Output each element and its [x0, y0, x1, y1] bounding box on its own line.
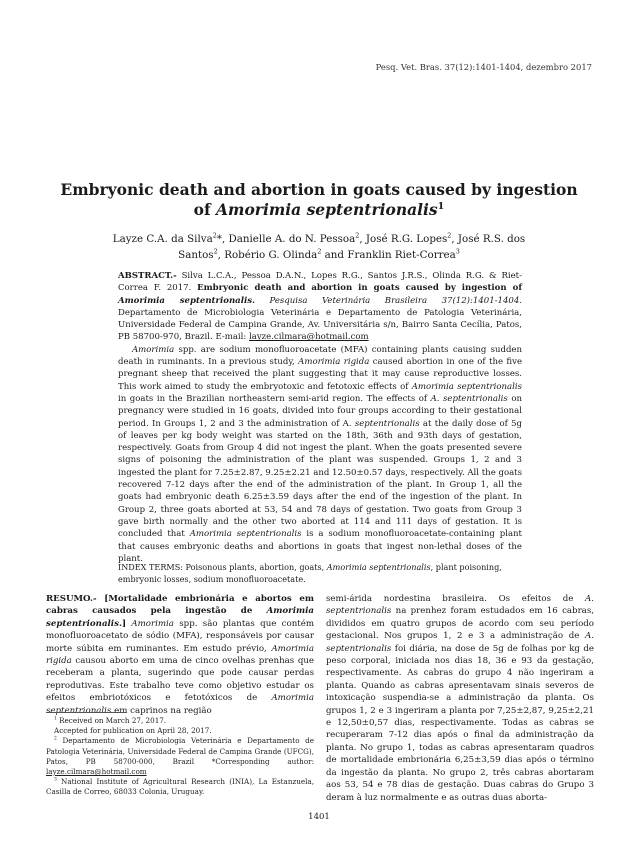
abstract-text: in goats in the Brazilian northeastern semi-arid region. The effects of [118, 393, 431, 404]
resumo-text: causou aborto em uma de cinco ovelhas prenhas que receberam a planta, sugerindo que pode causar perdas reprodutivas. Este trabalho teve como objetivo estudar os efeitos embriotóxicos e fetotóxicos de [46, 656, 314, 704]
resumo-label: RESUMO.- [46, 594, 97, 604]
resumo-title: [Mortalidade embrionária e abortos em cabras causados pela ingestão de [46, 594, 314, 617]
resumo-text: spp. são plantas que contém monofluoroacetato de sódio (MFA), responsáveis por causar morte súbita em ruminantes. Em estudo prévio, [46, 618, 314, 654]
species-name: Amorimia rigida [46, 643, 314, 667]
author-4: José R.S. dos Santos [178, 233, 526, 261]
title-line-1: Embryonic death and abortion in goats caused by ingestion [60, 180, 578, 199]
resumo-paragraph [46, 593, 314, 717]
abstract [118, 270, 522, 565]
author-2-affil: 2 [355, 231, 360, 240]
body-text: foi diária, na dose de 5g de folhas por kg de peso corporal, iniciada nos dias 18, 36 e 93 da gestação, respectivamente. As cabras do grupo 4 não ingeriram a planta. Quando as cabras apresentavam sinais severos de intoxicação suspendia-se a administração da planta. Os grupos 1, 2 e 3 ingeriram a planta por 7,25±2,87, 9,25±2,21 e 12,50±0,57 dias, respectivamente. Todas as cabras se recuperaram 7-12 dias após o final da administração da planta. No grupo 1, todas as cabras apresentaram quadros de mortalidade embrionária 6,25±3,59 dias após o término da ingestão da planta. No grupo 2, três cabras abortaram aos 53, 54 e 78 dias de gestação. Duas cabras do Grupo 3 deram à luz normalmente e as outras duas aborta- [326, 643, 594, 803]
abstract-text: on pregnancy were studied in 16 goats, divided into four groups according to their gestational period. In Groups 1, 2 and 3 the administration of A. [118, 393, 522, 429]
citation-authors: Silva L.C.A., Pessoa D.A.N., Lopes R.G., Santos J.R.S., Olinda R.G. & Riet-Correa F. 2017. [118, 271, 522, 294]
species-name: Amorimia septentrionalis [189, 529, 302, 540]
species-name: A. septentrionalis [430, 393, 508, 404]
author-3-affil: 2 [447, 231, 452, 240]
author-5: Robério G. Olinda [224, 248, 318, 261]
footnote-2-text: Departamento de Microbiologia Veterinária e Departamento de Patologia Veterinária, Universidade Federal de Campina Grande (UFCG), Patos, PB 58700-000, Brazil *Corresponding author: [46, 736, 314, 766]
footnote-email-link[interactable]: layze.cilmara@hotmail.com [46, 767, 147, 777]
resumo-text: em caprinos na região [111, 705, 212, 716]
author-1-mark: * [216, 233, 222, 245]
title-footnote-mark: 1 [437, 200, 445, 212]
species-name: Amorimia [131, 618, 174, 629]
citation-affiliation: Departamento de Microbiologia Veterinária e Departamento de Patologia Veterinária, Universidade Federal de Campina Grande, Av. Universitária s/n, Bairro Santa Cecília, Patos, PB 58700-970, Brazil. E-mail: [118, 307, 522, 343]
body-text: semi-árida nordestina brasileira. Os efeitos de [326, 594, 586, 604]
abstract-citation [118, 270, 522, 344]
author-2: Danielle A. do N. Pessoa [228, 233, 356, 245]
author-1: Layze C.A. da Silva [112, 233, 213, 245]
index-terms-label: INDEX TERMS: [118, 562, 186, 572]
right-column-paragraph [326, 593, 594, 804]
footnote-2 [46, 736, 314, 777]
resumo-column [46, 593, 314, 717]
abstract-body [118, 344, 522, 565]
title-species: Amorimia septentrionalis [216, 200, 438, 219]
species-name: Amorimia rigida [298, 357, 370, 368]
abstract-text: at the daily dose of 5g of leaves per kg body weight was started on the 18th, 36th and 93th days of gestation, respectively. Goats from Group 4 did not ingest the plant. When the goats presented severe signs of poisoning the administration of the plant was suspended. Groups 1, 2 and 3 ingested the plant for 7.25±2.87, 9.25±2.21 and 12.50±0.57 days, respectively. All the goats recovered 7-12 days after the end of the administration of the plant. In Group 1, all the goats had embryonic death 6.25±3.59 days after the end of the ingestion of the plant. In Group 2, three goats aborted at 53, 54 and 78 days of gestation. Two goats from Group 3 gave birth normally and the other two aborted at 114 and 111 days of gestation. It is concluded that [118, 418, 522, 540]
author-5-affil: 2 [317, 247, 322, 256]
abstract-label: ABSTRACT.- [118, 271, 177, 281]
footnote-3-mark: 3 [54, 777, 57, 783]
footnote-2-mark: 2 [54, 737, 57, 743]
index-terms-text: , plant poisoning, embryonic losses, sodium monofluoroacetate. [118, 562, 502, 584]
index-terms [118, 562, 522, 585]
resumo-title-end: ] [121, 618, 127, 629]
abstract-text: caused abortion in one of the five pregnant sheep that received the plant suggesting that it may cause reproductive losses. This work aimed to study the embryotoxic and fetotoxic effects of [118, 357, 523, 392]
index-terms-text: Poisonous plants, abortion, goats, [185, 562, 327, 572]
author-list: Layze C.A. da Silva$^2$*, Danielle A. do N. Pessoa$^2$, José R.G. Lopes$^2$, José R.S. dos Santos$^2$, Robério G. Olinda$^2$ and Franklin Riet-Correa$^3$ [112, 231, 526, 261]
title-prefix: of [193, 200, 217, 219]
resumo-title-species: Amorimia septentrionalis. [46, 606, 314, 629]
species-name: septentrionalis [354, 418, 420, 429]
abstract-text: spp. are sodium monofluoroacetate (MFA) containing plants causing sudden death in ruminants. In a previous study, [118, 344, 522, 368]
footnote-1-mark: 1 [54, 716, 57, 722]
author-6: Franklin Riet-Correa [347, 248, 456, 261]
footnote-1-accepted: Accepted for publication on April 28, 2017. [54, 726, 212, 736]
page-number: 1401 [308, 812, 330, 822]
species-name: Amorimia septentrionalis [46, 693, 314, 716]
footnote-3-text: National Institute of Agricultural Research (INIA), La Estanzuela, Casilla de Correo, 68033 Colonia, Uruguay. [46, 777, 314, 797]
author-4-affil: 2 [213, 247, 218, 256]
citation-title-species: Amorimia septentrionalis. [118, 295, 255, 306]
body-text: na prenhez foram estudados em 16 cabras, divididos em quatro grupos de acordo com seu período gestacional. Nos grupos 1, 2 e 3 a administração de [326, 606, 594, 642]
running-head: Pesq. Vet. Bras. 37(12):1401-1404, dezembro 2017 [375, 62, 592, 72]
footnote-1 [46, 716, 314, 726]
author-6-affil: 3 [455, 247, 460, 256]
index-terms-species: Amorimia septentrionalis [326, 562, 431, 572]
species-name: Amorimia [132, 344, 175, 355]
abstract-text: is a sodium monofluoroacetate-containing plant that causes embryonic deaths and abortions in goats that ingest non-lethal doses of the plant. [118, 529, 522, 564]
species-name: A. septentrionalis [326, 594, 594, 617]
footnote-divider [46, 712, 126, 713]
article-title [60, 180, 578, 220]
author-1-affil: 2 [212, 231, 217, 240]
abstract-email-link[interactable]: layze.cilmara@hotmail.com [249, 332, 369, 343]
citation-journal: Pesquisa Veterinária Brasileira 37(12):1401-1404. [254, 295, 522, 306]
right-column [326, 593, 594, 804]
title-line-2 [60, 200, 578, 220]
footnote-3 [46, 777, 314, 797]
citation-title: Embryonic death and abortion in goats caused by ingestion of [197, 283, 522, 294]
author-3: José R.G. Lopes [365, 233, 448, 245]
species-name: Amorimia septentrionalis [411, 381, 522, 392]
footnotes [46, 716, 314, 798]
species-name: A. septentrionalis [326, 631, 594, 654]
footnote-1-text: Received on March 27, 2017. [56, 716, 167, 725]
